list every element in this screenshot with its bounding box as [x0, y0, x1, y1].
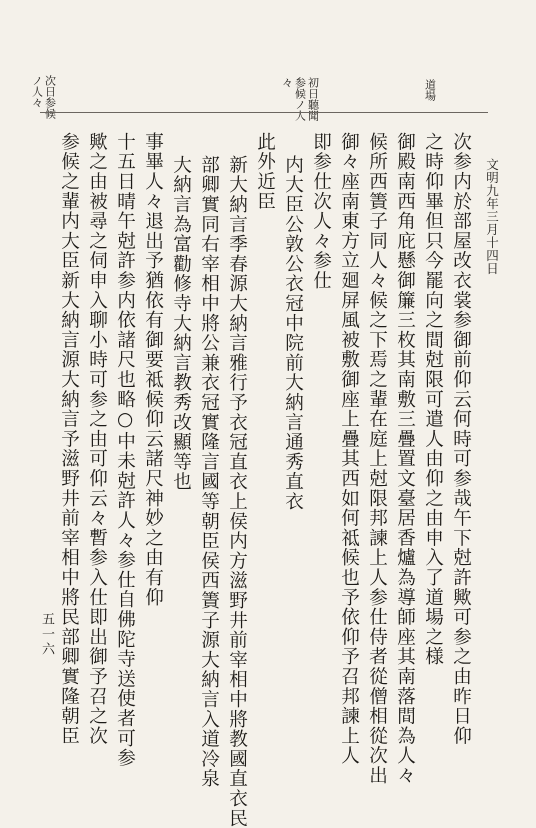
- text-column: 十五日晴午尅許参内依諸尺也略○中未尅許人々参仕自佛陀寺送使者可参: [114, 132, 136, 768]
- text-column: 歟之由被尋之伺申入聊小時可参之由可仰云々暫参入仕即出御予召之次: [86, 132, 108, 746]
- date-heading: 文明九年三月十四日: [484, 158, 500, 275]
- header-note: ノ人々: [30, 75, 44, 108]
- header-note: 々: [280, 77, 294, 88]
- text-column: 御殿南西角庇懸御簾三枚其南敷三疊置文臺居香爐為導師座其南落間為人々: [394, 132, 416, 786]
- text-column: 候所西簀子同人々候之下焉之輩在庭上尅限邦諫上人参仕侍者從僧相從次出: [366, 132, 388, 786]
- text-column: 大納言為富勸修寺大納言教秀改顯等也: [170, 155, 192, 492]
- text-column: 此外近臣: [254, 132, 276, 212]
- header-rule: [40, 112, 488, 113]
- header-note: 初日聽聞: [306, 77, 320, 121]
- header-note: 次日参候: [43, 75, 57, 119]
- text-column: 部卿實同右宰相中將公兼衣冠實隆言國等朝臣侯西簀子源大納言入道冷泉: [198, 155, 220, 789]
- text-column: 新大納言季春源大納言雅行予衣冠直衣上侯内方滋野井前宰相中將教國直衣民: [226, 155, 248, 828]
- text-column: 内大臣公敦公衣冠中院前大納言通秀直衣: [282, 155, 304, 512]
- text-column: 次参内於部屋改衣裳参御前仰云何時可参哉午下尅許歟可参之由昨日仰: [450, 132, 472, 746]
- page-number: 五一六: [39, 612, 54, 657]
- text-column: 事畢人々退出予猶依有御要祗候仰云諸尺神妙之由有仰: [142, 132, 164, 608]
- header-note: 参候ノ人: [293, 77, 307, 121]
- text-column: 御々座南東方立廻屏風被敷御座上疊其西如何祗候也予依仰予召邦諫上人: [338, 132, 360, 766]
- text-column: 即参仕次人々参仕: [310, 132, 332, 291]
- header-note: 道場: [423, 79, 437, 101]
- text-column: 参候之輩内大臣新大納言源大納言予滋野井前宰相中將民部卿實隆朝臣: [58, 132, 80, 746]
- text-column: 之時仰畢但只今罷向之間尅限可遣人由仰之由申入了道場之様: [422, 132, 444, 667]
